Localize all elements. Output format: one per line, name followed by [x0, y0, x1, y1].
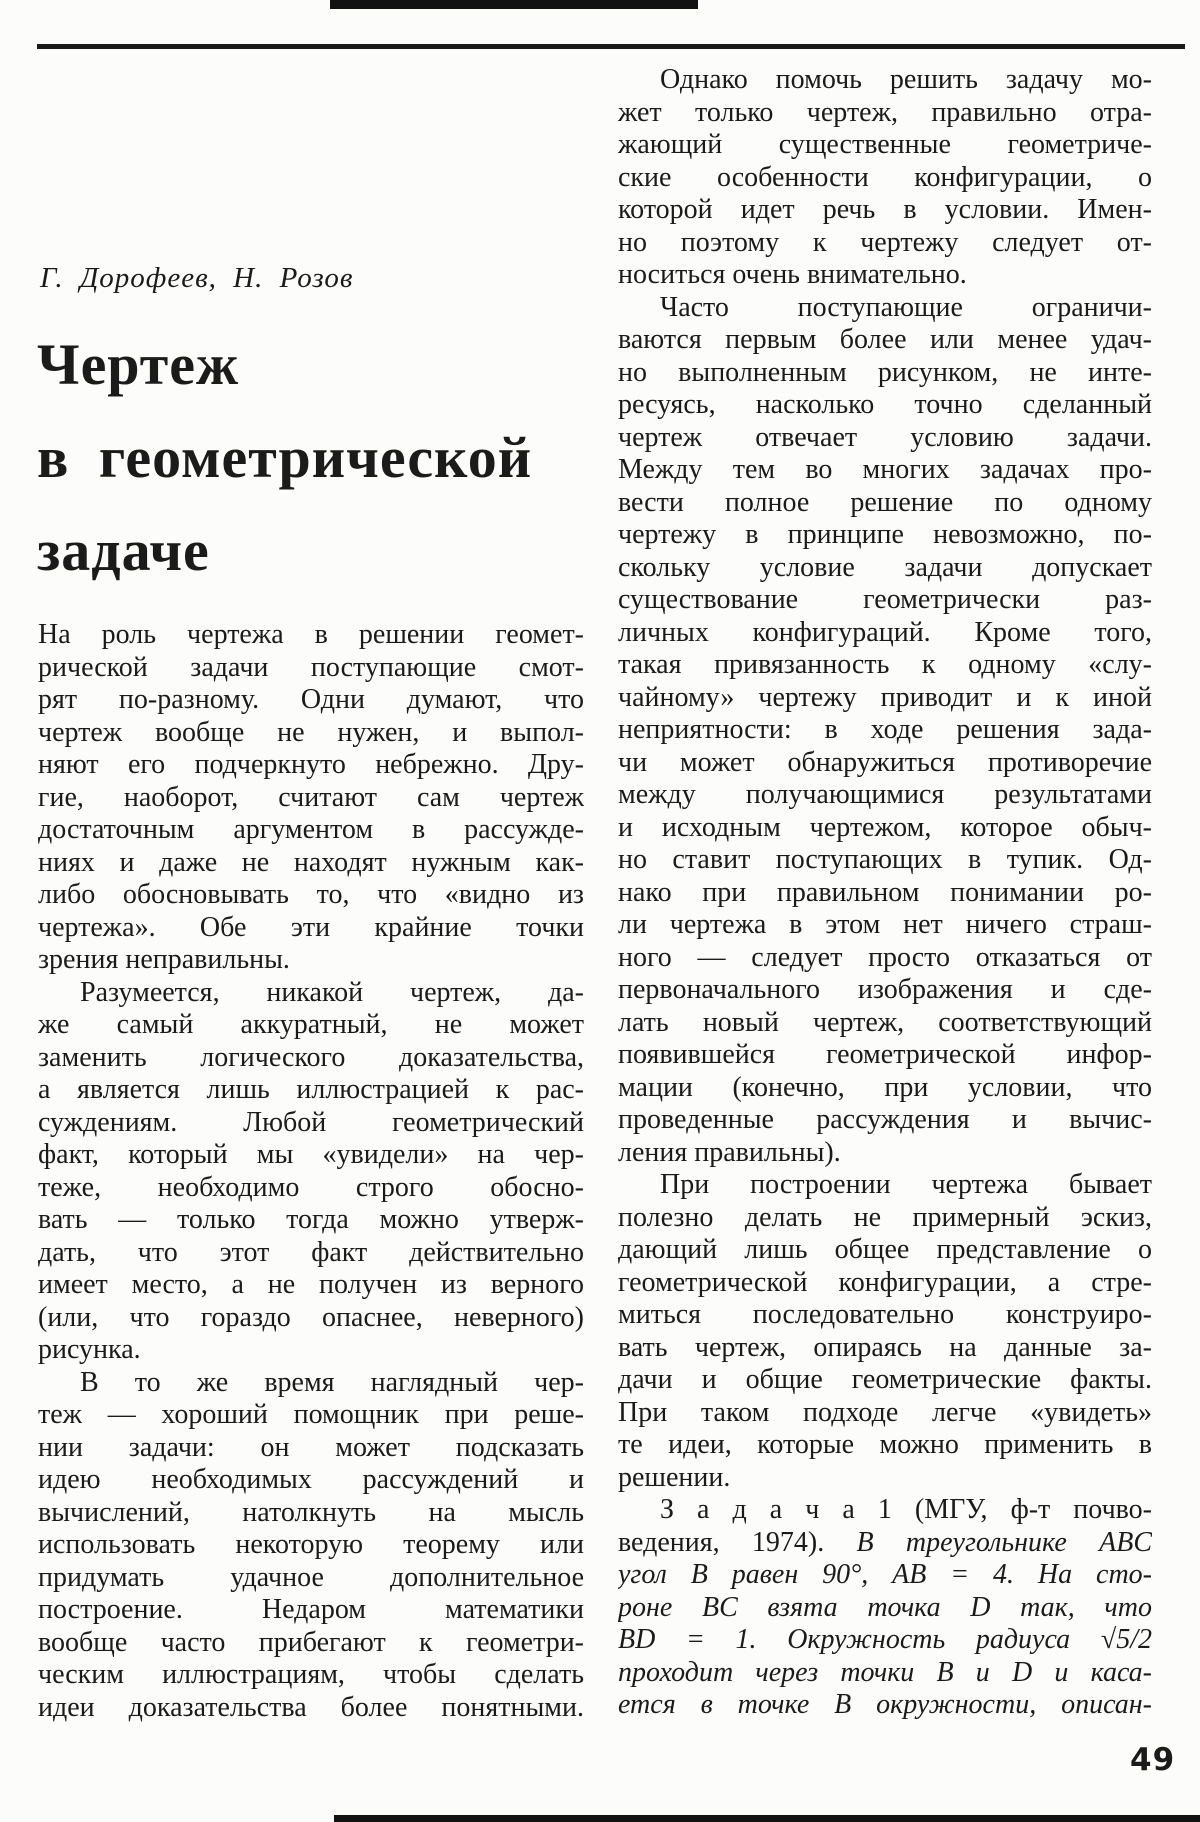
text-line: роне BC взята точка D так, что — [618, 1591, 1152, 1623]
text-line: При построении чертежа бывает — [660, 1169, 1152, 1200]
text-line: Между тем во многих задачах про- — [618, 454, 1152, 485]
text-line: факт, который мы «увидели» на чер- — [38, 1139, 584, 1170]
text-line: вообще часто прибегают к геометри- — [38, 1626, 584, 1658]
text-line: существование геометрически раз- — [618, 584, 1152, 615]
text-line: мации (конечно, при условии, что — [618, 1071, 1152, 1103]
text-line: носиться очень внимательно. — [618, 259, 967, 290]
text-line: чертежу в принципе невозможно, по- — [618, 519, 1152, 550]
scan-artifact-bottom-bar — [334, 1815, 1200, 1822]
text-line: дающий лишь общее представление о — [618, 1234, 1152, 1265]
text-line: рят по-разному. Одни думают, что — [38, 684, 584, 715]
text-line: ления правильны). — [618, 1136, 841, 1168]
text-line: жет только чертеж, правильно отра- — [618, 96, 1152, 128]
text-line: имеет место, а не получен из верного — [38, 1269, 584, 1300]
text-line: вести полное решение по одному — [618, 486, 1152, 518]
text-line: Часто поступающие ограничи- — [660, 291, 1152, 323]
text-line: идею необходимых рассуждений и — [38, 1464, 584, 1495]
text-line: BD = 1. Окружность радиуса √5/2 — [618, 1624, 1152, 1655]
text-line: вычислений, натолкнуть на мысль — [38, 1496, 584, 1528]
text-line: же самый аккуратный, не может — [38, 1009, 584, 1040]
text-line: лать новый чертеж, соответствующий — [618, 1006, 1152, 1038]
text-line: либо обосновывать то, что «видно из — [38, 879, 584, 910]
text-line: вать — только тогда можно утверж- — [38, 1204, 584, 1235]
text-line: Однако помочь решить задачу мо- — [660, 64, 1152, 95]
text-line: ские особенности конфигурации, о — [618, 161, 1152, 193]
text-line: рисунка. — [38, 1334, 141, 1365]
text-line: придумать удачное дополнительное — [38, 1561, 584, 1593]
text-line: гие, наоборот, считают сам чертеж — [38, 781, 584, 813]
text-line: полезно делать не примерный эскиз, — [618, 1201, 1152, 1233]
text-line: дачи и общие геометрические факты. — [618, 1364, 1152, 1395]
text-line: няют его подчеркнуто небрежно. Дру- — [38, 749, 584, 780]
text-line: но поэтому к чертежу следует от- — [618, 226, 1152, 258]
article-title — [37, 318, 597, 597]
text-line: угол B равен 90°, AB = 4. На сто- — [618, 1559, 1152, 1590]
left-column — [38, 619, 584, 1724]
text-line: ресуясь, насколько точно сделанный — [618, 389, 1152, 420]
text-line: нии задачи: он может подсказать — [38, 1431, 584, 1463]
text-line: но ставит поступающих в тупик. Од- — [618, 844, 1152, 875]
text-line: достаточным аргументом в рассужде- — [38, 814, 584, 845]
text-line: ного — следует просто отказаться от — [618, 941, 1152, 973]
text-line: скольку условие задачи допускает — [618, 551, 1152, 583]
text-line: суждениям. Любой геометрический — [38, 1106, 584, 1138]
text-line: В то же время наглядный чер- — [80, 1366, 584, 1398]
text-line: чертеж вообще не нужен, и выпол- — [38, 716, 584, 748]
text-line: а является лишь иллюстрацией к рас- — [38, 1074, 584, 1105]
text-line: проходит через точки B и D и каса- — [618, 1656, 1152, 1688]
text-line: рической задачи поступающие смот- — [38, 651, 584, 683]
text-line: На роль чертежа в решении геомет- — [38, 619, 584, 650]
text-line: дать, что этот факт действительно — [38, 1236, 584, 1268]
text-line: построение. Недаром математики — [38, 1594, 584, 1625]
text-line: миться последовательно конструиро- — [618, 1299, 1152, 1330]
page-number: 49 — [1130, 1742, 1176, 1778]
top-rule — [37, 44, 1185, 49]
text-line: заменить логического доказательства, — [38, 1041, 584, 1073]
text-line: ваются первым более или менее удач- — [618, 324, 1152, 355]
scan-artifact-top-bar — [330, 0, 698, 9]
text-line: проведенные рассуждения и вычис- — [618, 1104, 1152, 1135]
text-line: те идеи, которые можно применить в — [618, 1429, 1152, 1460]
text-line: такая привязанность к одному «слу- — [618, 649, 1152, 680]
text-line: (или, что гораздо опаснее, неверного) — [38, 1301, 584, 1333]
text-line: личных конфигураций. Кроме того, — [618, 616, 1152, 648]
text-line: решении. — [618, 1461, 731, 1493]
text-line: ется в точке B окружности, описан- — [618, 1689, 1152, 1720]
text-line: жающий существенные геометриче- — [618, 129, 1152, 160]
text-line: и исходным чертежом, которое обыч- — [618, 811, 1152, 843]
text-line: ческим иллюстрациям, чтобы сделать — [38, 1659, 584, 1690]
right-column — [618, 64, 1152, 1722]
text-line: чертежа». Обе эти крайние точки — [38, 911, 584, 943]
text-line: теж — хороший помощник при реше- — [38, 1399, 584, 1430]
text-line: первоначального изображения и сде- — [618, 974, 1152, 1005]
text-line: использовать некоторую теорему или — [38, 1529, 584, 1560]
text-line: неприятности: в ходе решения зада- — [618, 714, 1152, 745]
text-line: теже, необходимо строго обосно- — [38, 1171, 584, 1203]
article-title-line: в геометрической — [37, 425, 533, 490]
text-line: зрения неправильны. — [38, 944, 290, 975]
text-line: чайному» чертежу приводит и к иной — [618, 681, 1152, 713]
text-line: геометрической конфигурации, а стре- — [618, 1266, 1152, 1298]
text-line: чертеж отвечает условию задачи. — [618, 421, 1152, 453]
text-line: вать чертеж, опираясь на данные за- — [618, 1331, 1152, 1363]
text-line: нако при правильном понимании ро- — [618, 876, 1152, 908]
authors-line: Г. Дорофеев, Н. Розов — [40, 262, 354, 294]
text-line: чи может обнаружиться противоречие — [618, 746, 1152, 778]
text-line: появившейся геометрической инфор- — [618, 1039, 1152, 1070]
text-line: ли чертежа в этом нет ничего страш- — [618, 909, 1152, 940]
text-line: З а д а ч а 1 (МГУ, ф-т почво- — [660, 1494, 1152, 1525]
text-line: идеи доказательства более понятными. — [38, 1691, 584, 1723]
text-line: между получающимися результатами — [618, 779, 1152, 810]
text-line: которой идет речь в условии. Имен- — [618, 194, 1152, 225]
text-line: но выполненным рисунком, не инте- — [618, 356, 1152, 388]
text-line: ниях и даже не находят нужным как- — [38, 846, 584, 878]
text-line: ведения, 1974). В треугольнике ABC — [618, 1526, 1152, 1558]
article-title-line: Чертеж — [37, 332, 240, 397]
text-line: Разумеется, никакой чертеж, да- — [80, 976, 584, 1008]
article-title-line: задаче — [37, 518, 210, 583]
text-line: При таком подходе легче «увидеть» — [618, 1396, 1152, 1428]
